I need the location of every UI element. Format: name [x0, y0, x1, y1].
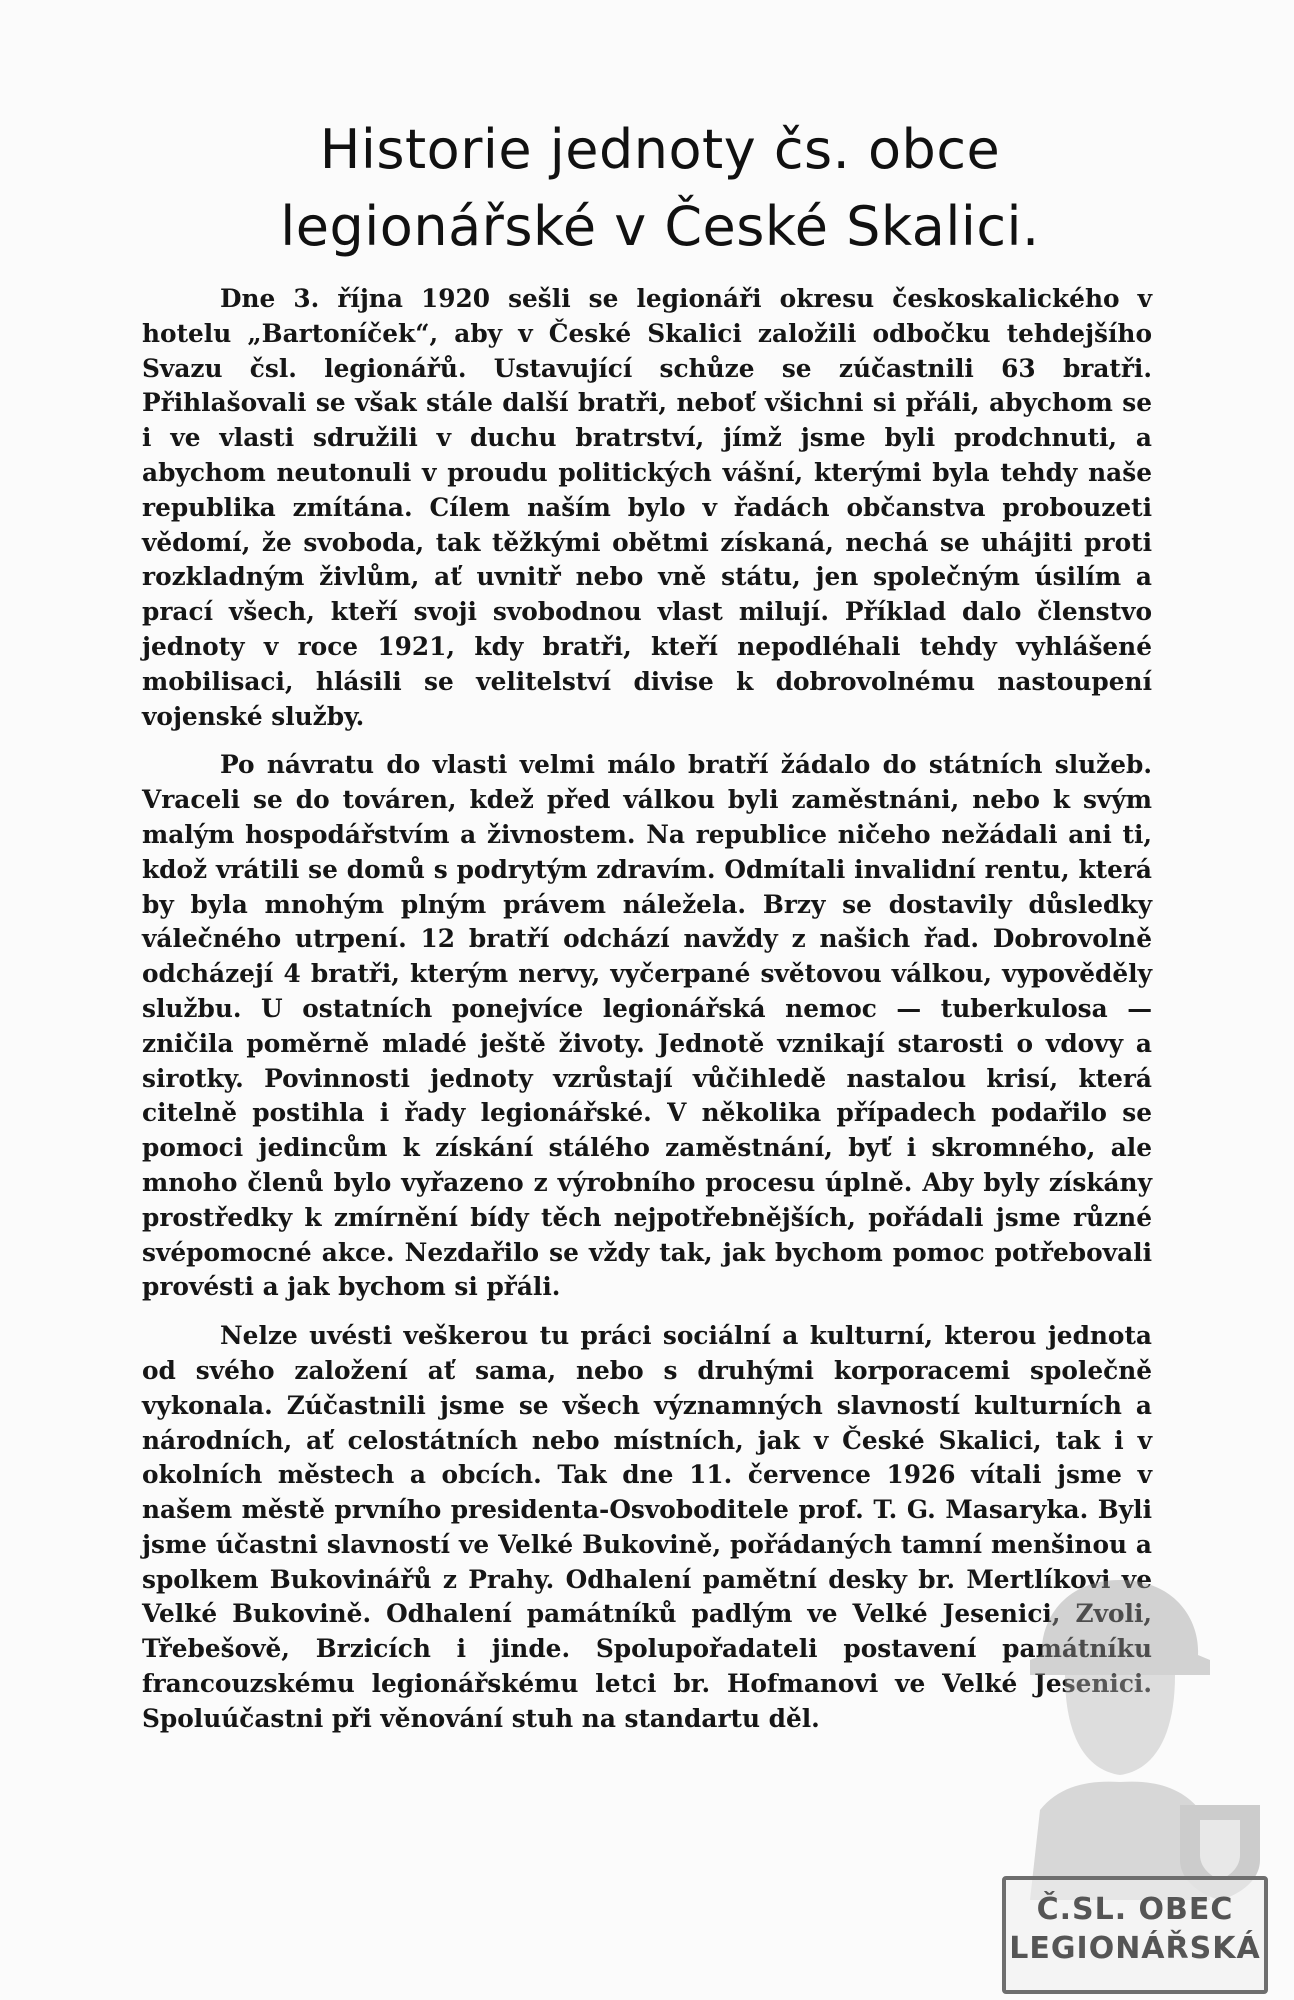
legionnaire-watermark-emblem	[970, 1560, 1270, 1900]
paragraph: Nelze uvésti veškerou tu práci sociální a kulturní, kterou jednota od svého založení ať sama, nebo s druhými korporacemi společně vykonala. Zúčastnili jsme se všech významných slavností kulturních a národních, ať celostátních nebo místních, jak v České Skalici, tak i v okolních městech a obcích. Tak dne 11. července 1926 vítali jsme v našem městě prvního presidenta-Osvoboditele prof. T. G. Masaryka. Byli jsme účastni slavností ve Velké Bukovině, pořádaných tamní menšinou a spolkem Bukovinářů z Prahy. Odhalení pamětní desky br. Mertlíkovi ve Velké Bukovině. Odhalení památníků padlým ve Velké Jesenici, Zvoli, Třebešově, Brzicích i jinde. Spolupořadateli postavení památníku francouzskému legionářskému letci br. Hofmanovi ve Velké Jesenici. Spoluúčastni při věnování stuh na standartu děl.	[142, 1321, 1152, 1733]
stamp-line-1: Č.SL. OBEC	[1036, 1892, 1234, 1927]
legion-stamp	[1002, 1876, 1268, 1994]
stamp-line-2: LEGIONÁŘSKÁ	[1009, 1931, 1261, 1966]
document-title-line-2: legionářské v České Skalici.	[280, 195, 1040, 258]
document-title-line-1: Historie jednoty čs. obce	[319, 118, 1001, 181]
document-body	[142, 282, 1152, 1737]
paragraph: Po návratu do vlasti velmi málo bratří žádalo do státních služeb. Vraceli se do továren, kdež před válkou byli zaměstnáni, nebo k svým malým hospodářstvím a živnostem. Na republice ničeho nežádali ani ti, kdož vrátili se domů s podrytým zdravím. Odmítali invalidní rentu, která by byla mnohým plným právem náležela. Brzy se dostavily důsledky válečného utrpení. 12 bratří odchází navždy z našich řad. Dobrovolně odcházejí 4 bratři, kterým nervy, vyčerpané světovou válkou, vypověděly službu. U ostatních ponejvíce legionářská nemoc — tuberkulosa — zničila poměrně mladé ještě životy. Jednotě vznikají starosti o vdovy a sirotky. Povinnosti jednoty vzrůstají vůčihledě nastalou krisí, která citelně postihla i řady legionářské. V několika případech podařilo se pomoci jedincům k získání stálého zaměstnání, byť i skromného, ale mnoho členů bylo vyřazeno z výrobního procesu úplně. Aby byly získány prostředky k zmírnění bídy těch nejpotřebnějších, pořádali jsme různé svépomocné akce. Nezdařilo se vždy tak, jak bychom pomoc potřebovali provésti a jak bychom si přáli.	[142, 750, 1152, 1302]
paragraph: Dne 3. října 1920 sešli se legionáři okresu českoskalického v hotelu „Bartoníček“, aby v České Skalici založili odbočku tehdejšího Svazu čsl. legionářů. Ustavující schůze se zúčastnili 63 bratři. Přihlašovali se však stále další bratři, neboť všichni si přáli, abychom se i ve vlasti sdružili v duchu bratrství, jímž jsme byli prodchnuti, a abychom neutonuli v proudu politických vášní, kterými byla tehdy naše republika zmítána. Cílem naším bylo v řadách občanstva probouzeti vědomí, že svoboda, tak těžkými obětmi získaná, nechá se uhájiti proti rozkladným živlům, ať uvnitř nebo vně státu, jen společným úsilím a prací všech, kteří svoji svobodnou vlast milují. Příklad dalo členstvo jednoty v roce 1921, kdy bratři, kteří nepodléhali tehdy vyhlášené mobilisaci, hlásili se velitelství divise k dobrovolnému nastoupení vojenské služby.	[142, 284, 1152, 731]
